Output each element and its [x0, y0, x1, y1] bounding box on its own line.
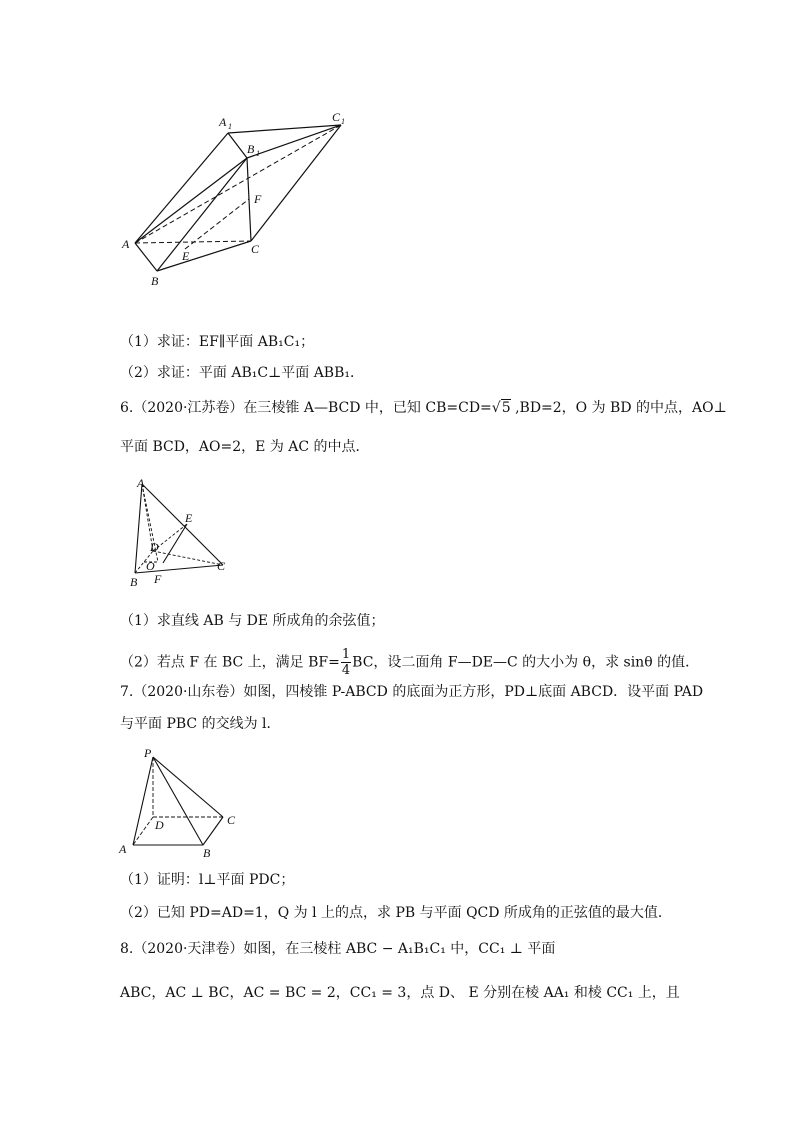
p6-line1-suffix: ,BD=2，O 为 BD 的中点，AO⊥ — [510, 400, 727, 416]
label-A: A — [119, 842, 127, 856]
label-F: F — [154, 572, 162, 586]
label-D: D — [150, 540, 159, 554]
fraction-num: 1 — [341, 647, 351, 662]
sqrt-value: 5 — [501, 400, 511, 416]
label-B1: B — [247, 142, 255, 156]
p6-line1 — [120, 398, 727, 418]
figure-pyramid — [115, 745, 245, 860]
fraction-den: 4 — [341, 663, 351, 678]
figure-prism — [115, 105, 375, 295]
p6-line1-prefix: 6.（2020·江苏卷）在三棱锥 A—BCD 中，已知 CB=CD= — [120, 400, 492, 416]
p7-q1: （1）证明：l⊥平面 PDC； — [120, 872, 295, 888]
label-P: P — [144, 746, 152, 760]
label-C: C — [217, 559, 226, 573]
label-B1-sub: 1 — [256, 149, 260, 158]
label-B: B — [151, 274, 159, 288]
label-A1-sub: 1 — [228, 122, 232, 131]
label-C1-sub: 1 — [341, 117, 345, 126]
p6-q2 — [120, 647, 699, 678]
label-A: A — [137, 476, 145, 490]
p6-q2-prefix: （2）若点 F 在 BC 上，满足 BF= — [120, 654, 340, 671]
label-E: E — [182, 249, 190, 263]
p5-q1: （1）求证：EF∥平面 AB₁C₁； — [120, 334, 315, 350]
p6-q2-suffix: BC，设二面角 F—DE—C 的大小为 θ，求 sinθ 的值． — [352, 654, 700, 671]
label-C: C — [251, 242, 260, 256]
label-F: F — [254, 192, 262, 206]
label-B: B — [130, 575, 138, 587]
label-A1: A — [219, 115, 227, 129]
label-C: C — [227, 813, 236, 827]
label-A: A — [122, 237, 130, 251]
figure-tetrahedron — [125, 475, 240, 587]
label-C1: C — [332, 110, 341, 124]
p6-q1: （1）求直线 AB 与 DE 所成角的余弦值； — [120, 613, 385, 629]
p5-q2: （2）求证：平面 AB₁C⊥平面 ABB₁． — [120, 365, 364, 381]
label-E: E — [185, 511, 193, 525]
p7-q2: （2）已知 PD=AD=1，Q 为 l 上的点，求 PB 与平面 QCD 所成角的正弦值的最大值． — [120, 905, 672, 921]
label-B: B — [203, 846, 211, 860]
p7-line2: 与平面 PBC 的交线为 l． — [120, 716, 281, 732]
label-O: O — [146, 559, 155, 573]
p8-line1: 8.（2020·天津卷）如图，在三棱柱 ABC − A₁B₁C₁ 中，CC₁ ⊥ 平面 — [120, 941, 556, 957]
label-D: D — [155, 818, 164, 832]
fraction-one-quarter — [341, 647, 351, 678]
p7-line1: 7.（2020·山东卷）如图，四棱锥 P-ABCD 的底面为正方形，PD⊥底面 ABCD．设平面 PAD — [120, 684, 704, 700]
p8-line2: ABC，AC ⊥ BC，AC = BC = 2，CC₁ = 3，点 D、 E 分别在棱 AA₁ 和棱 CC₁ 上，且 — [120, 985, 680, 1001]
sqrt-sign: √ — [491, 400, 501, 416]
p6-line2: 平面 BCD，AO=2，E 为 AC 的中点． — [120, 439, 370, 455]
